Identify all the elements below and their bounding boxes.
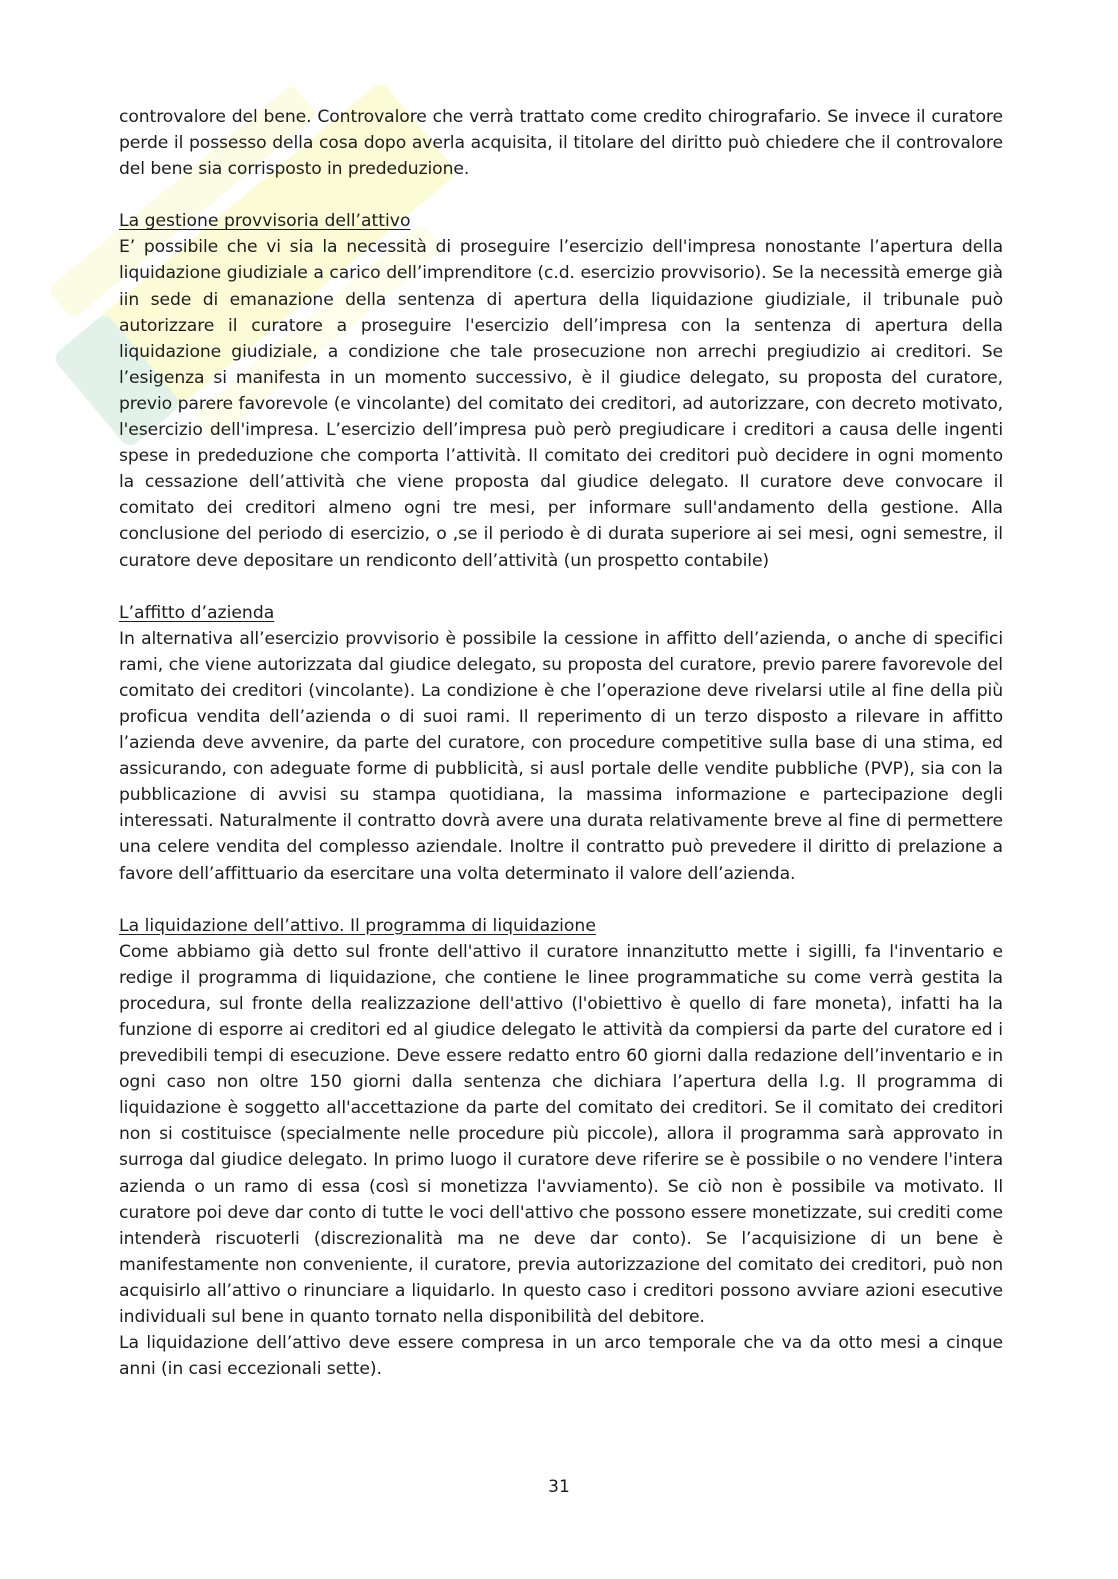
- page-number: 31: [548, 1477, 570, 1497]
- section-heading: L’affitto d’azienda: [119, 602, 275, 623]
- section-heading: La liquidazione dell’attivo. Il programma di liquidazione: [119, 915, 596, 936]
- section-affitto-azienda: [119, 600, 1003, 887]
- section-paragraph: In alternativa all’esercizio provvisorio è possibile la cessione in affitto dell’azienda, o anche di specifici rami, che viene autorizzata dal giudice delegato, su proposta del curatore, previo parere favorevole del comitato dei creditori (vincolante). La condizione è che l’operazione deve rivelarsi utile al fine della più proficua vendita dell’azienda o di suoi rami. Il reperimento di un terzo disposto a rilevare in affitto l’azienda deve avvenire, da parte del curatore, con procedure competitive sulla base di una stima, ed assicurando, con adeguate forme di pubblicità, si ausl portale delle vendite pubbliche (PVP), sia con la pubblicazione di avvisi su stampa quotidiana, la massima informazione e partecipazione degli interessati. Naturalmente il contratto dovrà avere una durata relativamente breve al fine di permettere una celere vendita del complesso aziendale. Inoltre il contratto può prevedere il diritto di prelazione a favore dell’affittuario da esercitare una volta determinato il valore dell’azienda.: [119, 628, 1003, 884]
- section-liquidazione-attivo: [119, 913, 1003, 1383]
- section-paragraph: E’ possibile che vi sia la necessità di proseguire l’esercizio dell'impresa nonostante l’apertura della liquidazione giudiziale a carico dell’imprenditore (c.d. esercizio provvisorio). Se la necessità emerge già iin sede di emanazione della sentenza di apertura della liquidazione giudiziale, il tribunale può autorizzare il curatore a proseguire l'esercizio dell’impresa con la sentenza di apertura della liquidazione giudiziale, a condizione che tale prosecuzione non arrechi pregiudizio ai creditori. Se l’esigenza si manifesta in un momento successivo, è il giudice delegato, su proposta del curatore, previo parere favorevole (e vincolante) del comitato dei creditori, ad autorizzare, con decreto motivato, l'esercizio dell'impresa. L’esercizio dell’impresa può però pregiudicare i creditori a causa delle ingenti spese in prededuzione che comporta l’attività. Il comitato dei creditori può decidere in ogni momento la cessazione dell’attività che viene proposta dal giudice delegato. Il curatore deve convocare il comitato dei creditori almeno ogni tre mesi, per informare sull'andamento della gestione. Alla conclusione del periodo di esercizio, o ,se il periodo è di durata superiore ai sei mesi, ogni semestre, il curatore deve depositare un rendiconto dell’attività (un prospetto contabile): [119, 237, 1003, 571]
- section-paragraph: La liquidazione dell’attivo deve essere compresa in un arco temporale che va da otto mesi a cinque anni (in casi eccezionali sette).: [119, 1333, 1003, 1380]
- intro-paragraph: controvalore del bene. Controvalore che verrà trattato come credito chirografario. Se invece il curatore perde il possesso della cosa dopo averla acquisita, il titolare del diritto può chiedere che il controvalore del bene sia corrisposto in prededuzione.: [119, 107, 1003, 180]
- section-paragraph: Come abbiamo già detto sul fronte dell'attivo il curatore innanzitutto mette i sigilli, fa l'inventario e redige il programma di liquidazione, che contiene le linee programmatiche su come verrà gestita la procedura, sul fronte della realizzazione dell'attivo (l'obiettivo è quello di fare moneta), infatti ha la funzione di esporre ai creditori ed al giudice delegato le attività da compiersi da parte del curatore ed i prevedibili tempi di esecuzione. Deve essere redatto entro 60 giorni dalla redazione dell’inventario e in ogni caso non oltre 150 giorni dalla sentenza che dichiara l’apertura della l.g. Il programma di liquidazione è soggetto all'accettazione da parte del comitato dei creditori. Se il comitato dei creditori non si costituisce (specialmente nelle procedure più piccole), allora il programma sarà approvato in surroga dal giudice delegato. In primo luogo il curatore deve riferire se è possibile o no vendere l'intera azienda o un ramo di essa (così si monetizza l'avviamento). Se ciò non è possibile va motivato. Il curatore poi deve dar conto di tutte le voci dell'attivo che possono essere monetizzate, sui crediti come intenderà riscuoterli (discrezionalità ma ne deve dar conto). Se l’acquisizione di un bene è manifestamente non conveniente, il curatore, previa autorizzazione del comitato dei creditori, può non acquisirlo all’attivo o rinunciare a liquidarlo. In questo caso i creditori possono avviare azioni esecutive individuali sul bene in quanto tornato nella disponibilità del debitore.: [119, 941, 1003, 1328]
- section-heading: La gestione provvisoria dell’attivo: [119, 211, 411, 232]
- section-gestione-provvisoria: [119, 208, 1003, 573]
- document-page: [119, 104, 1003, 1382]
